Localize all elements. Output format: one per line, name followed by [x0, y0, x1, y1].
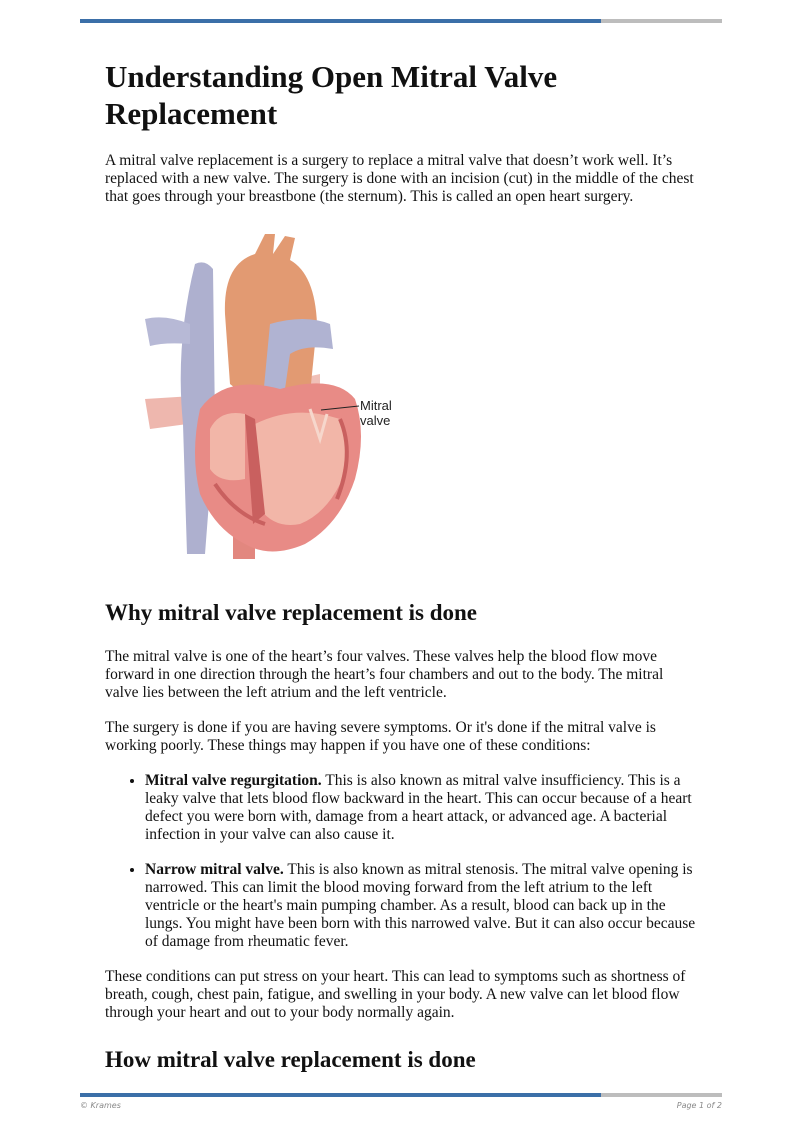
section-heading-how: How mitral valve replacement is done — [105, 1047, 476, 1072]
intro-paragraph: A mitral valve replacement is a surgery to replace a mitral valve that doesn’t work well. It’s replaced with a new valve. The surgery is done with an incision (cut) in the middle of the chest that goes through your breastbone (the sternum). This is called an open heart surgery. — [105, 152, 694, 205]
bottom-rule — [80, 1093, 722, 1097]
document-body — [105, 58, 700, 1074]
section-heading-why: Why mitral valve replacement is done — [105, 600, 477, 625]
why-paragraph-3: These conditions can put stress on your heart. This can lead to symptoms such as shortness of breath, cough, chest pain, fatigue, and swelling in your body. A new valve can let blood flow through your heart and out to your body normally again. — [105, 968, 686, 1021]
top-rule-blue — [80, 19, 601, 23]
top-rule-gray — [601, 19, 722, 23]
list-item-text: This is also known as mitral stenosis. The mitral valve opening is narrowed. This can limit the blood moving forward from the left atrium to the left ventricle or the heart's main pumping chamber. As a result, blood can back up in the lungs. You might have been born with this narrowed valve. But it can also occur because of damage from rheumatic fever. — [145, 861, 696, 950]
why-paragraph-1: The mitral valve is one of the heart’s four valves. These valves help the blood flow move forward in one direction through the heart’s four chambers and out to the body. The mitral valve lies between the left atrium and the left ventricle. — [105, 648, 664, 701]
list-item-term: Mitral valve regurgitation. — [145, 772, 322, 789]
heart-svg — [105, 224, 700, 569]
conditions-list — [105, 772, 700, 951]
top-rule — [80, 19, 722, 23]
mitral-valve-label-line1: Mitral — [360, 398, 392, 413]
page-title: Understanding Open Mitral Valve Replacement — [105, 59, 558, 131]
list-item — [145, 861, 700, 951]
bottom-rule-blue — [80, 1093, 601, 1097]
heart-illustration — [105, 224, 700, 569]
why-paragraph-2: The surgery is done if you are having severe symptoms. Or it's done if the mitral valve is working poorly. These things may happen if you have one of these conditions: — [105, 719, 656, 754]
list-item — [145, 772, 700, 844]
footer-copyright: © Krames — [80, 1101, 121, 1110]
list-item-text: This is also known as mitral valve insufficiency. This is a leaky valve that lets blood flow backward in the heart. This can occur because of a heart defect you were born with, damage from a heart attack, or advanced age. A bacterial infection in your valve can also cause it. — [145, 772, 692, 843]
list-item-term: Narrow mitral valve. — [145, 861, 284, 878]
mitral-valve-label-line2: valve — [360, 413, 391, 428]
bottom-rule-gray — [601, 1093, 722, 1097]
footer-page-number: Page 1 of 2 — [676, 1101, 722, 1110]
